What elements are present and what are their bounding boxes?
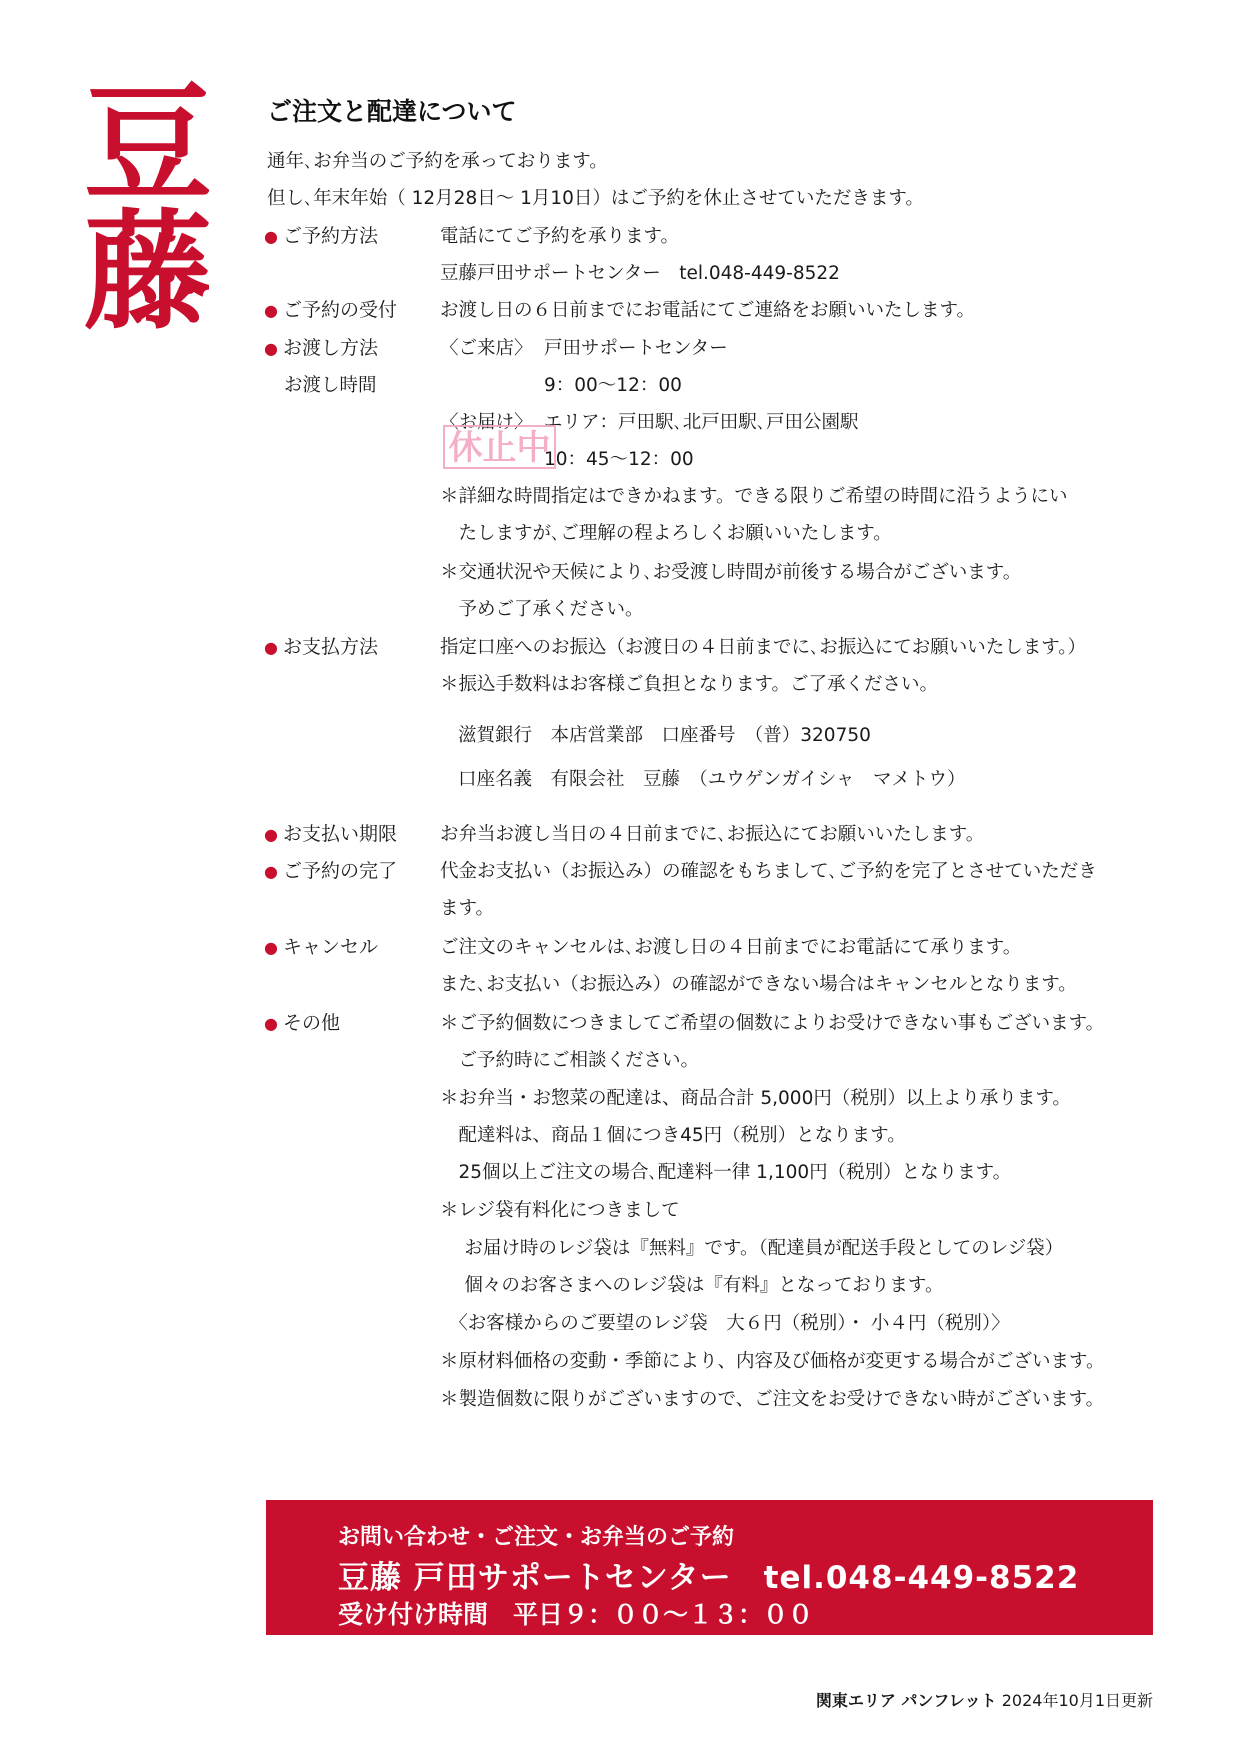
- text-line: お弁当お渡し当日の４日前までに､お振込にてお願いいたします。: [440, 824, 985, 845]
- bullet-icon: ●: [264, 301, 278, 320]
- contact-hours: 受け付け時間 平日９：００～１３：００: [338, 1600, 814, 1629]
- footer-date: 2024年10月1日更新: [1001, 1691, 1153, 1710]
- delivery-tag: 〈お届け〉: [440, 412, 533, 433]
- note-line: ＊レジ袋有料化につきまして: [440, 1200, 680, 1221]
- note-line: ＊交通状況や天候により､お受渡し時間が前後する場合がございます。: [440, 562, 1022, 583]
- note-line: 予めご了承ください。: [440, 599, 644, 620]
- suspended-stamp: 休止中: [443, 425, 556, 469]
- text-line: 指定口座へのお振込（お渡日の４日前までに､お振込にてお願いいたします。）: [440, 637, 1087, 658]
- footer: [816, 1688, 1153, 1711]
- text-line: 電話にてご予約を承ります。: [440, 226, 680, 247]
- text-line: ＊振込手数料はお客様ご負担となります。ご了承ください。: [440, 674, 939, 695]
- intro-text: [267, 143, 924, 217]
- intro-line: 但し､年末年始（ 12月28日～ 1月10日）はご予約を休止させていただきます。: [267, 188, 924, 209]
- footer-label: 関東エリア パンフレット: [815, 1691, 997, 1710]
- delivery-area: エリア：戸田駅､北戸田駅､戸田公園駅: [544, 412, 859, 433]
- note-line: 個々のお客さまへのレジ袋は『有料』となっております。: [440, 1275, 944, 1296]
- store-tag: 〈ご来店〉: [440, 338, 533, 359]
- section-label: ● キャンセル: [264, 936, 378, 958]
- note-line: 配達料は、商品１個につき45円（税別）となります。: [440, 1125, 906, 1146]
- section-label: ● お支払方法: [264, 636, 378, 658]
- bullet-icon: ●: [264, 227, 278, 246]
- note-line: 〈お客様からのご要望のレジ袋 大６円（税別）・ 小４円（税別）〉: [440, 1313, 1010, 1334]
- note-line: ＊原材料価格の変動・季節により、内容及び価格が変更する場合がございます。: [440, 1351, 1105, 1372]
- bullet-icon: ●: [264, 862, 278, 881]
- note-line: ご予約時にご相談ください。: [440, 1050, 700, 1071]
- section-label: ● ご予約の完了: [264, 860, 397, 882]
- page-title: ご注文と配達について: [267, 97, 517, 126]
- delivery-time: 10：45～12：00: [544, 449, 694, 470]
- text-line: また､お支払い（お振込み）の確認ができない場合はキャンセルとなります。: [440, 974, 1077, 995]
- bullet-icon: ●: [264, 1014, 278, 1033]
- section-label: ● お支払い期限: [264, 823, 397, 845]
- intro-line: 通年､お弁当のご予約を承っております。: [267, 151, 608, 172]
- logo-char-1: 豆: [83, 69, 212, 219]
- note-line: お届け時のレジ袋は『無料』です。（配達員が配送手段としてのレジ袋）: [440, 1238, 1064, 1259]
- account-holder: 口座名義 有限会社 豆藤 （ユウゲンガイシャ マメトウ）: [458, 769, 966, 790]
- contact-phone[interactable]: 豆藤 戸田サポートセンター tel.048-449-8522: [338, 1560, 1080, 1596]
- contact-title: お問い合わせ・ご注文・お弁当のご予約: [338, 1525, 735, 1550]
- store-time: 9：00～12：00: [544, 375, 682, 396]
- text-line: 代金お支払い（お振込み）の確認をもちまして､ご予約を完了とさせていただき: [440, 861, 1097, 882]
- store-place: 戸田サポートセンター: [544, 338, 728, 359]
- text-line: 豆藤戸田サポートセンター tel.048-449-8522: [440, 263, 840, 284]
- bullet-icon: ●: [264, 638, 278, 657]
- bullet-icon: ●: [264, 339, 278, 358]
- section-label: ● ご予約の受付: [264, 299, 397, 321]
- note-line: たしますが､ご理解の程よろしくお願いいたします。: [440, 523, 892, 544]
- bank-info: 滋賀銀行 本店営業部 口座番号 （普）320750: [458, 725, 871, 746]
- brand-logo: [68, 69, 228, 347]
- note-line: 25個以上ご注文の場合､配達料一律 1,100円（税別）となります。: [440, 1162, 1012, 1183]
- bullet-icon: ●: [264, 938, 278, 957]
- section-label: ● お渡し方法: [264, 337, 378, 359]
- section-sublabel: お渡し時間: [284, 375, 377, 396]
- text-line: お渡し日の６日前までにお電話にてご連絡をお願いいたします。: [440, 300, 976, 321]
- section-label: ● ご予約方法: [264, 225, 378, 247]
- logo-char-2: 藤: [83, 197, 212, 347]
- text-line: ご注文のキャンセルは､お渡し日の４日前までにお電話にて承ります。: [440, 937, 1022, 958]
- note-line: ＊製造個数に限りがございますので、ご注文をお受けできない時がございます。: [440, 1389, 1105, 1410]
- note-line: ＊お弁当・お惣菜の配達は、商品合計 5,000円（税別）以上より承ります。: [440, 1088, 1071, 1109]
- contact-box: [266, 1500, 1153, 1635]
- note-line: ＊詳細な時間指定はできかねます。できる限りご希望の時間に沿うようにい: [440, 486, 1068, 507]
- note-line: ＊ご予約個数につきましてご希望の個数によりお受けできない事もございます。: [440, 1013, 1105, 1034]
- bullet-icon: ●: [264, 825, 278, 844]
- text-line: ます。: [440, 898, 495, 919]
- section-label: ● その他: [264, 1012, 340, 1034]
